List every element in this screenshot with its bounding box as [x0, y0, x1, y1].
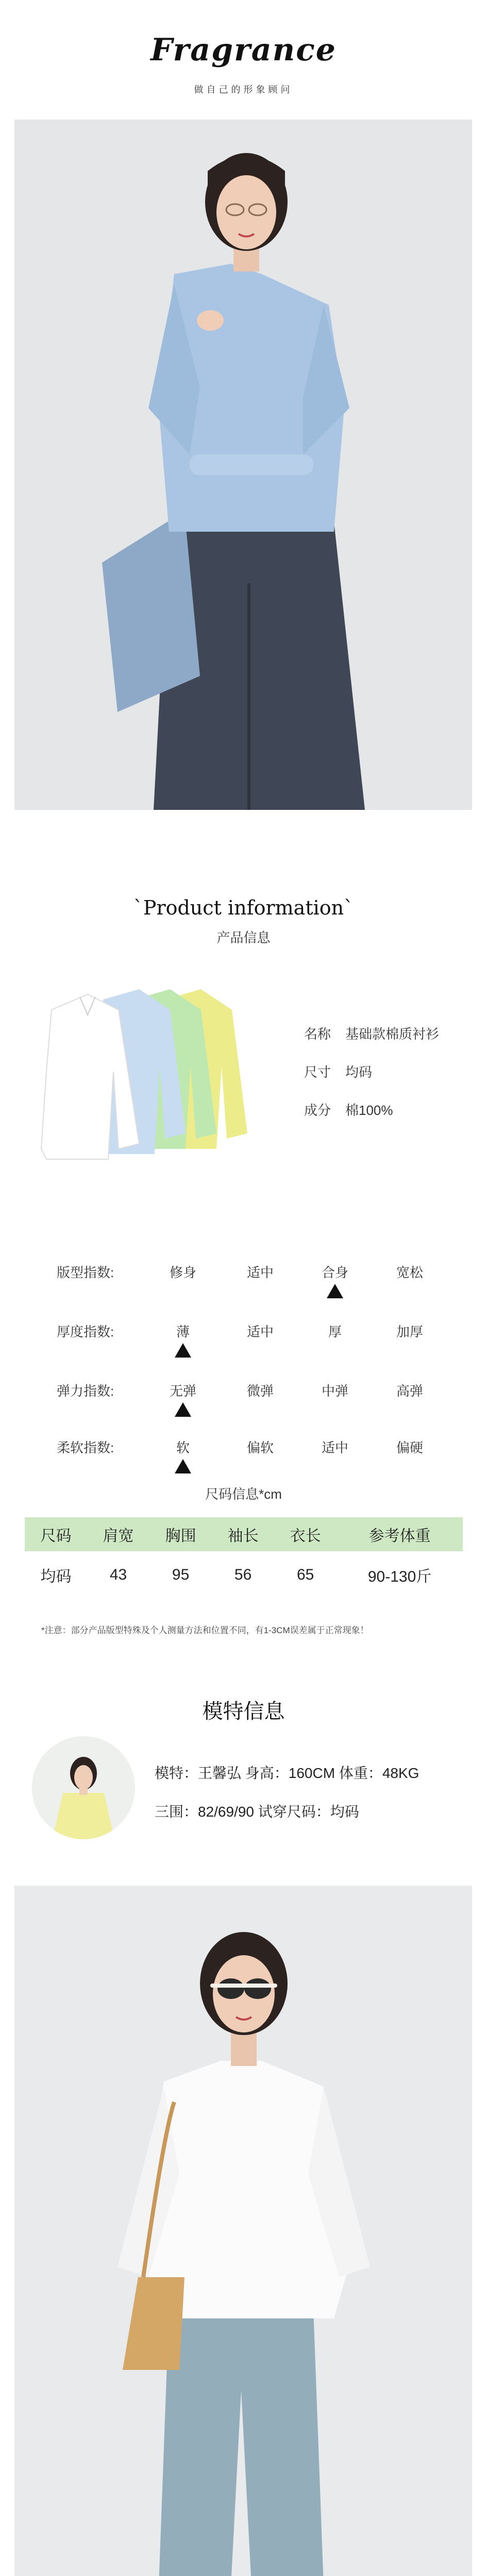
size-table-header	[25, 1517, 463, 1551]
table-cell: 56	[234, 1566, 252, 1583]
spec-key: 尺寸	[304, 1064, 331, 1080]
shirts-illustration	[31, 979, 289, 1170]
spec-row	[304, 1015, 439, 1053]
table-cell: 43	[109, 1566, 127, 1583]
elasticity-index-row	[57, 1381, 448, 1412]
product-info-title: `Product information`	[133, 896, 354, 919]
index-option: 高弹	[396, 1383, 423, 1399]
index-option: 加厚	[396, 1324, 423, 1340]
selected-marker-icon	[175, 1402, 191, 1417]
index-option: 适中	[246, 1265, 274, 1280]
spec-row	[304, 1091, 439, 1129]
brand-tagline: 做自己的形象顾问	[194, 84, 293, 95]
model-stats-line1: 模特：王馨弘 身高：160CM 体重：48KG	[155, 1765, 419, 1781]
column-header: 衣长	[274, 1517, 337, 1551]
index-option: 宽松	[396, 1265, 423, 1280]
photo-illustration	[14, 120, 472, 810]
fit-index-row	[57, 1262, 448, 1293]
table-cell: 95	[172, 1566, 190, 1583]
model-avatar	[32, 1736, 135, 1839]
index-option: 厚	[328, 1324, 342, 1340]
measurement-note: *注意：部分产品版型特殊及个人测量方法和位置不同，有1-3CM误差属于正常现象！	[41, 1625, 369, 1635]
column-header: 尺码	[25, 1517, 87, 1551]
size-table	[25, 1517, 463, 1599]
spec-value: 基础款棉质衬衫	[345, 1026, 440, 1042]
softness-index-row	[57, 1437, 448, 1468]
index-label: 版型指数:	[57, 1265, 114, 1280]
index-option: 偏软	[246, 1440, 274, 1455]
model-info-title: 模特信息	[202, 1700, 285, 1723]
spec-value: 棉100%	[345, 1103, 393, 1118]
selected-marker-icon	[175, 1343, 191, 1358]
model-photo-white-shirt	[14, 1886, 472, 2576]
index-option: 薄	[176, 1324, 190, 1340]
table-cell: 90-130斤	[367, 1568, 432, 1585]
table-cell: 65	[296, 1566, 314, 1583]
thickness-index-row	[57, 1321, 448, 1352]
spec-value: 均码	[345, 1064, 373, 1080]
product-info-subtitle: 产品信息	[216, 930, 271, 945]
column-header: 袖长	[212, 1517, 274, 1551]
spec-key: 成分	[304, 1103, 331, 1118]
spec-row	[304, 1053, 439, 1091]
table-row	[25, 1551, 463, 1599]
index-label: 柔软指数:	[57, 1440, 114, 1455]
index-label: 厚度指数:	[57, 1324, 114, 1340]
product-colors-photo	[31, 979, 289, 1170]
size-table-title: 尺码信息*cm	[205, 1486, 282, 1502]
index-option: 中弹	[321, 1383, 348, 1399]
index-label: 弹力指数:	[57, 1383, 114, 1399]
column-header: 胸围	[149, 1517, 212, 1551]
index-option: 偏硬	[396, 1440, 423, 1455]
index-option: 无弹	[169, 1383, 196, 1399]
spec-key: 名称	[304, 1026, 331, 1042]
selected-marker-icon	[327, 1284, 343, 1298]
model-stats-line2: 三围：82/69/90 试穿尺码：均码	[155, 1804, 359, 1820]
index-option: 适中	[321, 1440, 348, 1455]
index-option: 微弹	[246, 1383, 274, 1399]
avatar-illustration	[32, 1736, 135, 1839]
column-header: 参考体重	[337, 1517, 463, 1551]
table-cell: 均码	[40, 1568, 72, 1585]
index-option: 修身	[169, 1265, 196, 1280]
brand-logo: Fragrance	[150, 32, 337, 68]
index-option: 适中	[246, 1324, 274, 1340]
model-photo-blue-shirt	[14, 120, 472, 810]
index-option: 合身	[321, 1265, 348, 1280]
photo-illustration	[14, 1886, 472, 2576]
selected-marker-icon	[175, 1459, 191, 1473]
index-option: 软	[176, 1440, 190, 1455]
column-header: 肩宽	[87, 1517, 149, 1551]
product-specs	[304, 1015, 439, 1129]
